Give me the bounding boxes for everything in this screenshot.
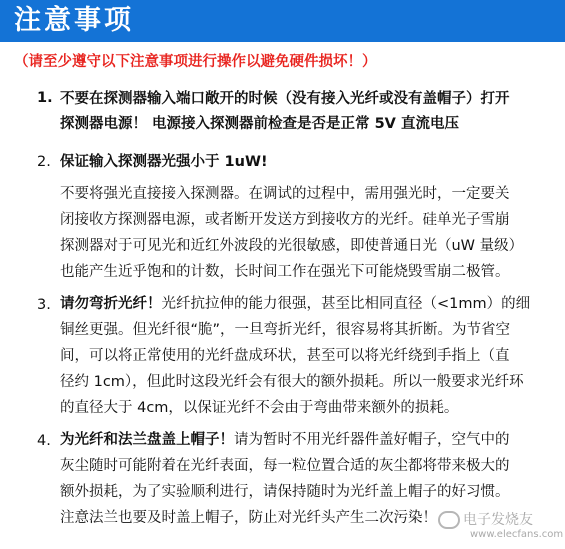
chat-bubble-icon [438, 511, 460, 529]
item-title: 保证输入探测器光强小于 1uW! [60, 154, 268, 170]
item-line: 间，可以将正常使用的光纤盘成环状，甚至可以将光纤绕到手指上（直 [60, 348, 510, 364]
item-lead-rest: 请为暂时不用光纤器件盖好帽子，空气中的 [234, 432, 510, 448]
warning-note: （请至少遵守以下注意事项进行操作以避免硬件损坏！） [14, 54, 377, 70]
item-first-line [60, 291, 555, 317]
page-title: 注意事项 [14, 5, 134, 36]
item-number: 2. [37, 154, 51, 170]
item-number: 4. [37, 433, 51, 449]
item-line: 铜丝更强。但光纤很“脆”，一旦弯折光纤，很容易将其折断。为节省空 [60, 322, 511, 338]
watermark-url: www.elecfans.com [470, 529, 564, 540]
item-lead: 请勿弯折光纤！ [60, 296, 162, 312]
watermark-logo [438, 509, 533, 529]
item-line: 注意法兰也要及时盖上帽子，防止对光纤头产生二次污染！ [60, 510, 437, 526]
item-line: 探测器电源！ 电源接入探测器前检查是否是正常 5V 直流电压 [60, 115, 459, 132]
item-line: 径约 1cm），但此时这段光纤会有很大的额外损耗。所以一般要求光纤环 [60, 374, 524, 390]
header-bar [0, 0, 565, 42]
item-line: 不要在探测器输入端口敞开的时候（没有接入光纤或没有盖帽子）打开 [60, 91, 510, 107]
item-line: 灰尘随时可能附着在光纤表面，每一粒位置合适的灰尘都将带来极大的 [60, 458, 510, 474]
watermark-text: 电子发烧友 [463, 512, 533, 528]
item-line: 额外损耗，为了实验顺利进行，请保持随时为光纤盖上帽子的好习惯。 [60, 484, 510, 500]
item-lead: 为光纤和法兰盘盖上帽子！ [60, 432, 234, 448]
item-line: 探测器对于可见光和近红外波段的光很敏感，即使普通日光（uW 量级） [60, 238, 524, 254]
item-line: 的直径大于 4cm，以保证光纤不会由于弯曲带来额外的损耗。 [60, 400, 459, 416]
item-text [60, 181, 555, 285]
item-number: 3. [37, 297, 51, 313]
item-first-line [60, 427, 555, 453]
item-number: 1. [37, 90, 53, 106]
item-line: 也能产生近乎饱和的计数，长时间工作在强光下可能烧毁雪崩二极管。 [60, 264, 510, 280]
item-lead-rest: 光纤抗拉伸的能力很强，甚至比相同直径（<1mm）的细 [161, 296, 531, 312]
item-line: 闭接收方探测器电源，或者断开发送方到接收方的光纤。硅单光子雪崩 [60, 212, 510, 228]
item-text [60, 87, 555, 136]
item-line: 不要将强光直接接入探测器。在调试的过程中，需用强光时，一定要关 [60, 186, 510, 202]
item-text [60, 291, 555, 421]
